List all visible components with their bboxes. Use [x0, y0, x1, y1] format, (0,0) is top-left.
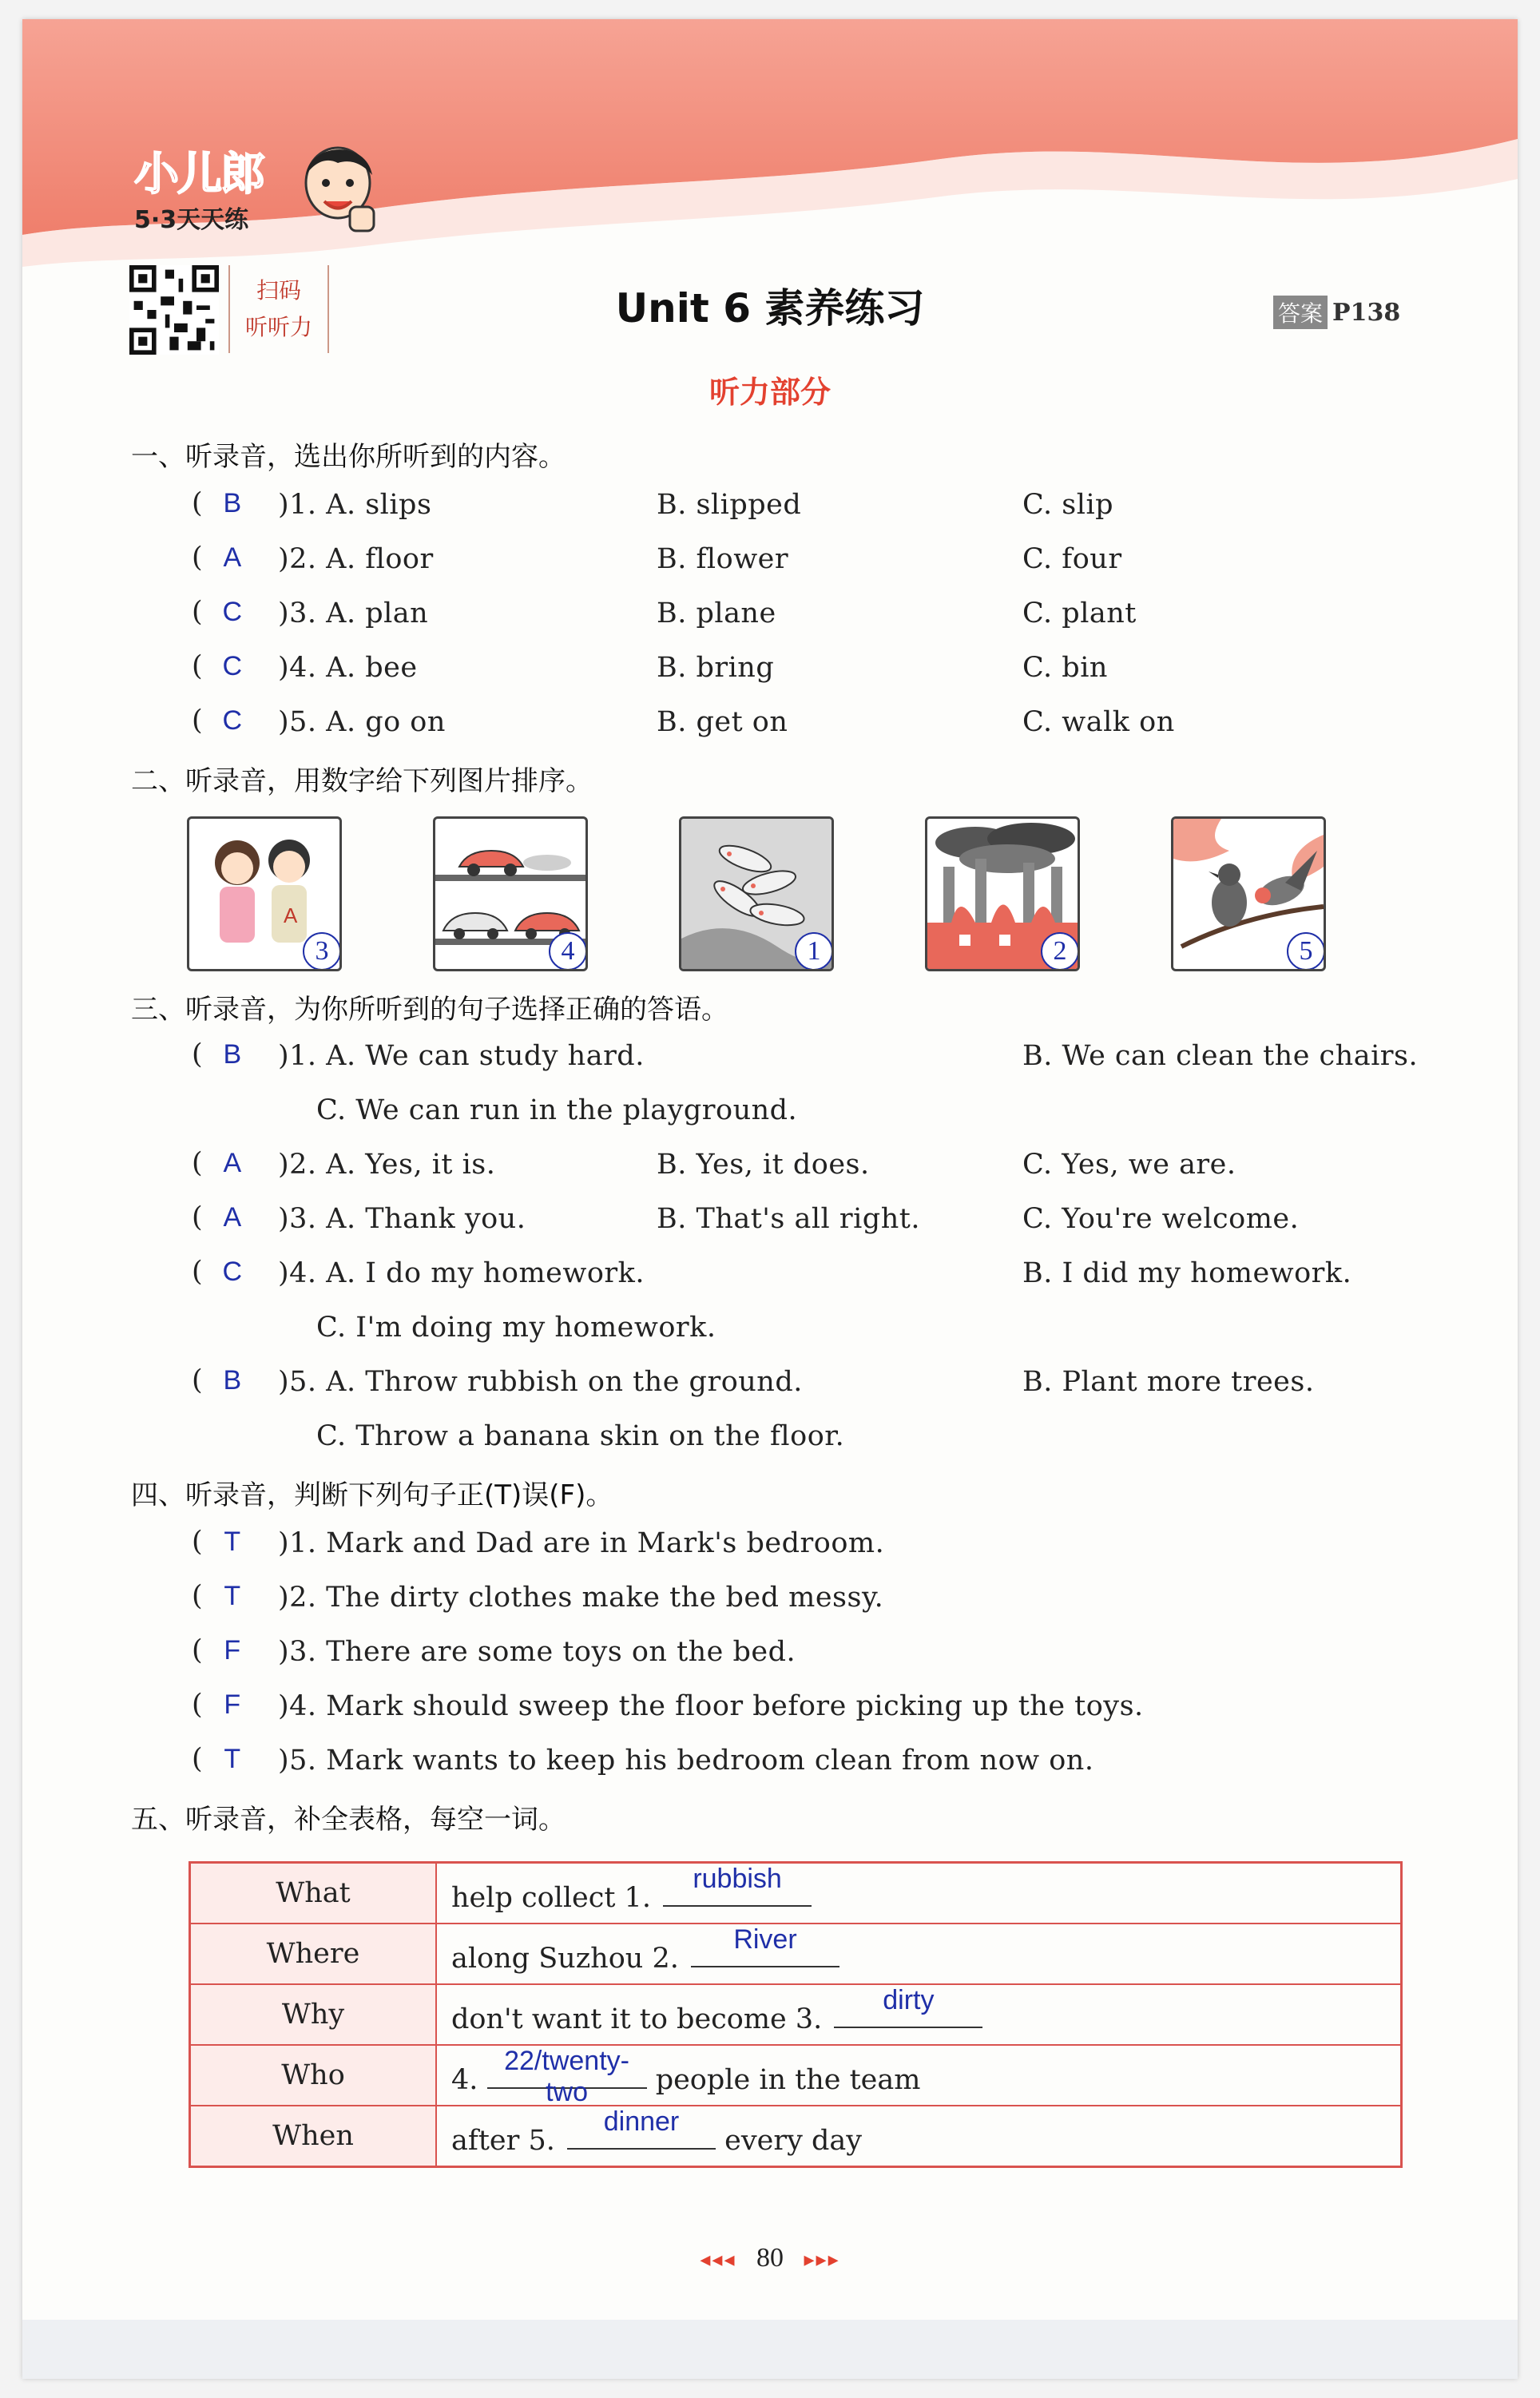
picture-card	[1171, 816, 1326, 971]
option-c: C. Throw a banana skin on the floor.	[316, 1420, 845, 1452]
table-row	[190, 1863, 1402, 1924]
row-key: Where	[190, 1924, 437, 1984]
svg-text:A: A	[284, 903, 298, 927]
judgement: T	[224, 1581, 241, 1611]
option-b: B. Yes, it does.	[657, 1149, 870, 1181]
prompt-text: help collect 1.	[451, 1881, 651, 1914]
row-key: Why	[190, 1984, 437, 2045]
page-title: Unit 6 素养练习	[615, 285, 925, 332]
table-row	[190, 1924, 1402, 1984]
answer-choice: C	[222, 597, 243, 627]
option-a: )4. A. I do my homework.	[278, 1257, 645, 1289]
answer-blank[interactable]	[567, 2106, 716, 2150]
row-value	[436, 1924, 1402, 1984]
section4-heading: 四、听录音，判断下列句子正(T)误(F)。	[131, 1479, 613, 1511]
row-key: When	[190, 2106, 437, 2167]
mascot-boy-icon	[294, 139, 382, 235]
picture-card	[433, 816, 588, 971]
option-a: )5. A. go on	[278, 706, 446, 738]
judgement: F	[224, 1635, 241, 1665]
answer-choice: A	[223, 1148, 242, 1178]
prompt-tail: every day	[724, 2124, 863, 2157]
picture-card	[187, 816, 342, 971]
option-a: )1. A. We can study hard.	[278, 1040, 645, 1072]
row-value	[436, 2106, 1402, 2167]
option-b: B. plane	[657, 598, 776, 629]
option-a: )3. A. plan	[278, 598, 429, 629]
section3-heading: 三、听录音，为你所听到的句子选择正确的答语。	[131, 994, 728, 1026]
option-b: B. flower	[657, 543, 789, 575]
table-row	[190, 2045, 1402, 2106]
option-a: )2. A. Yes, it is.	[278, 1149, 496, 1181]
option-c: C. four	[1022, 543, 1122, 575]
fill-in-table	[189, 1861, 1403, 2168]
next-arrows-icon: ▸▸▸	[804, 2248, 840, 2271]
picture-row	[22, 816, 1518, 976]
judgement: T	[224, 1744, 241, 1774]
prompt-tail: people in the team	[655, 2063, 921, 2096]
order-number: 5	[1287, 932, 1325, 971]
option-c: C. We can run in the playground.	[316, 1094, 798, 1126]
section2-heading: 二、听录音，用数字给下列图片排序。	[131, 765, 593, 797]
brand-subtitle: 5·3天天练	[134, 206, 249, 234]
row-value	[436, 1863, 1402, 1924]
row-value	[436, 1984, 1402, 2045]
answer-tag: 答案	[1273, 296, 1328, 329]
scan-label: 扫码	[256, 277, 301, 304]
answer-choice: C	[222, 1257, 243, 1287]
statement: )1. Mark and Dad are in Mark's bedroom.	[278, 1527, 885, 1559]
section1-heading: 一、听录音，选出你所听到的内容。	[131, 441, 566, 473]
option-b: B. We can clean the chairs.	[1022, 1040, 1419, 1072]
order-number: 4	[549, 932, 587, 971]
bottom-band	[22, 2320, 1518, 2379]
answer-choice: B	[223, 1039, 242, 1070]
option-a: )4. A. bee	[278, 652, 418, 684]
option-c: C. walk on	[1022, 706, 1175, 738]
filled-answer: River	[733, 1924, 797, 1955]
filled-answer: dinner	[603, 2106, 680, 2137]
answer-blank[interactable]	[487, 2045, 647, 2107]
judgement: F	[224, 1689, 241, 1720]
option-c: C. Yes, we are.	[1022, 1149, 1236, 1181]
brand-name: 小儿郎	[134, 149, 264, 200]
section5-heading: 五、听录音，补全表格，每空一词。	[131, 1804, 566, 1836]
workbook-page: 小儿郎 5·3天天练 扫码 听听力 Unit 6 素养练习 答案 P138 听力部分 一、听录音，选出你所听到的内容。 ( B )1. A. slips B. slipped C. slip ( A )2. A. floor B. flower C. four ( C )3. A. plan B. plane C. plant ( C )4. A. bee B. bring C. bin ( C )5. A. go on B. get on C. walk on 二、听录音，用数字给下列图片排序。 A 3 4 1 2 5 三、听录音，为你所听到的句子选择正确的答语。 ( B )1. A. We can study hard. B. We can clean the chairs. C. We can run in the playground. ( A )2. A. Yes, it is. B. Yes, it does. C. Yes, we are. ( A )3. A. Thank you. B. That's all right. C. You're welcome. ( C )4. A. I do my homework. B. I did my homework. C. I'm doing my homework. ( B )5. A. Throw rubbish on the ground. B. Plant more trees. C. Throw a banana skin on the floor. 四、听录音，判断下列句子正(T)误(F)。 ( T )1. Mark and Dad are in Mark's bedroom. ( T )2. The dirty clothes make the bed messy. ( F )3. There are some toys on the bed. ( F )4. Mark should sweep the floor before picking up the toys. ( T )5. Mark wants to keep his bedroom clean from now on. 五、听录音，补全表格，每空一词。 What help collect 1. rubbish Where along Suzhou 2. River Why don't want it to become 3. dirty Who 4. 22/twenty-two people in the team When after 5. dinner every day ◂◂◂ 80 ▸▸▸	[22, 19, 1518, 2379]
statement: )3. There are some toys on the bed.	[278, 1636, 796, 1668]
option-b: B. That's all right.	[657, 1203, 920, 1235]
option-b: B. get on	[657, 706, 788, 738]
option-c: C. bin	[1022, 652, 1108, 684]
answer-choice: A	[223, 1202, 242, 1233]
prev-arrows-icon: ◂◂◂	[700, 2248, 736, 2271]
option-b: B. I did my homework.	[1022, 1257, 1352, 1289]
option-a: )3. A. Thank you.	[278, 1203, 526, 1235]
picture-card	[679, 816, 834, 971]
answer-page: P138	[1332, 298, 1401, 327]
statement: )4. Mark should sweep the floor before picking up the toys.	[278, 1690, 1144, 1722]
page-number: 80	[756, 2243, 784, 2273]
statement: )2. The dirty clothes make the bed messy.	[278, 1582, 884, 1614]
row-value	[436, 2045, 1402, 2106]
filled-answer: 22/twenty-two	[504, 2045, 629, 2107]
order-number: 1	[795, 932, 833, 971]
option-c: C. You're welcome.	[1022, 1203, 1300, 1235]
answer-choice: B	[223, 488, 242, 518]
answer-blank[interactable]	[834, 1984, 982, 2028]
prompt-text: after 5.	[451, 2124, 555, 2157]
answer-choice: A	[223, 542, 242, 573]
row-key: What	[190, 1863, 437, 1924]
option-c: C. slip	[1022, 489, 1114, 521]
brand-logo	[134, 139, 264, 235]
answer-choice: C	[222, 651, 243, 681]
picture-card	[925, 816, 1080, 971]
answer-blank[interactable]	[663, 1863, 812, 1907]
answer-choice: C	[222, 705, 243, 736]
answer-blank[interactable]	[691, 1924, 839, 1967]
order-number: 2	[1041, 932, 1079, 971]
answer-choice: B	[223, 1365, 242, 1396]
prompt-text: don't want it to become 3.	[451, 2003, 823, 2035]
statement: )5. Mark wants to keep his bedroom clean from now on.	[278, 1745, 1094, 1777]
filled-answer: dirty	[883, 1984, 935, 2015]
answer-reference	[1273, 296, 1400, 329]
part-title: 听力部分	[708, 375, 831, 410]
option-b: B. Plant more trees.	[1022, 1366, 1315, 1398]
option-a: )2. A. floor	[278, 543, 434, 575]
prompt-text: along Suzhou 2.	[451, 1942, 679, 1975]
judgement: T	[224, 1527, 241, 1557]
option-b: B. bring	[657, 652, 775, 684]
filled-answer: rubbish	[693, 1863, 782, 1894]
listen-label: 听听力	[244, 314, 312, 340]
option-a: )5. A. Throw rubbish on the ground.	[278, 1366, 803, 1398]
table-row	[190, 2106, 1402, 2167]
option-a: )1. A. slips	[278, 489, 432, 521]
option-c: C. I'm doing my homework.	[316, 1312, 716, 1344]
option-c: C. plant	[1022, 598, 1137, 629]
option-b: B. slipped	[657, 489, 802, 521]
table-row	[190, 1984, 1402, 2045]
order-number: 3	[303, 932, 341, 971]
row-key: Who	[190, 2045, 437, 2106]
prompt-text: 4.	[451, 2063, 478, 2096]
page-footer	[22, 2243, 1518, 2273]
